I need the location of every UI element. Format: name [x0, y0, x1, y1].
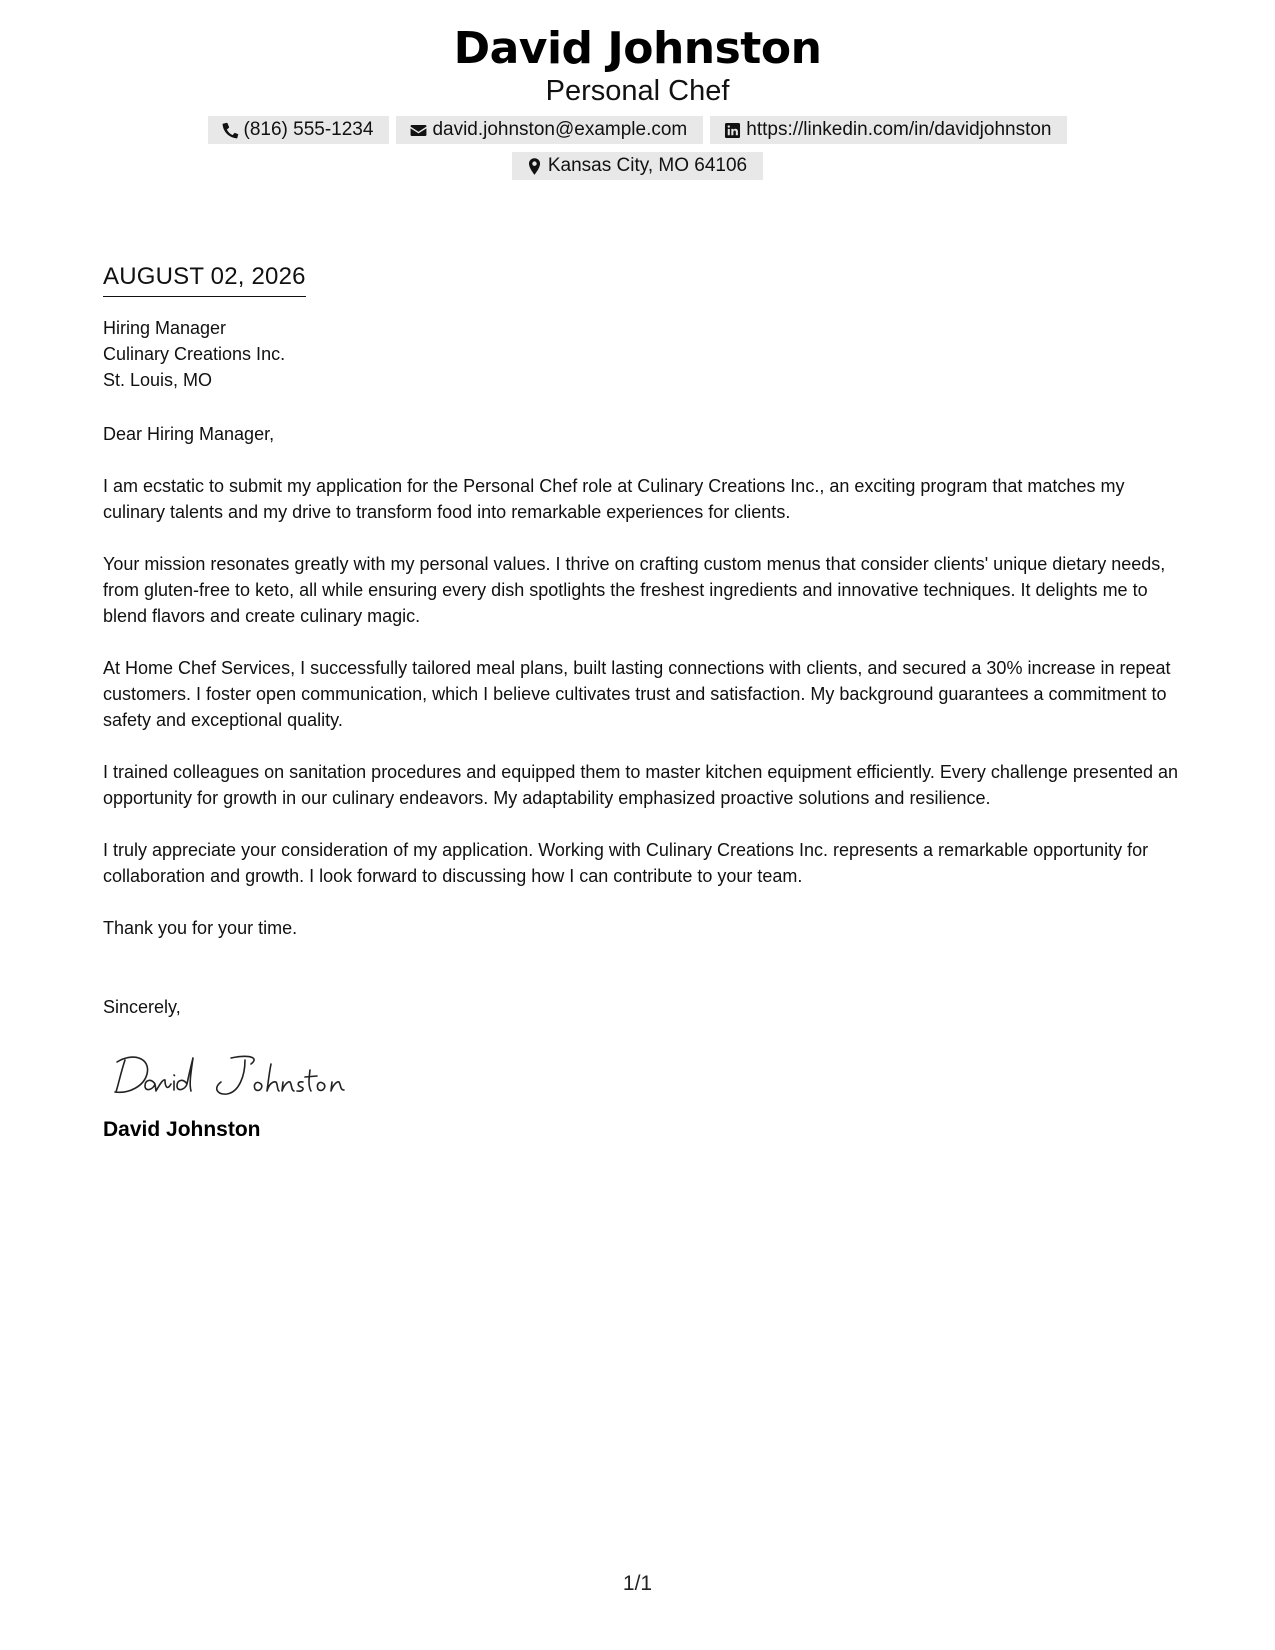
paragraph-4: I trained colleagues on sanitation procedures and equipped them to master kitchen equipment efficiently. Every challenge presented an opportunity for growth in our culinary endeavors. My adaptability emphasized proactive solutions and resilience.: [103, 762, 1179, 808]
paragraph-3: At Home Chef Services, I successfully tailored meal plans, built lasting connections with clients, and secured a 30% increase in repeat customers. I foster open communication, which I believe cultivates trust and satisfaction. My background guarantees a commitment to safety and exceptional quality.: [103, 658, 1171, 730]
contact-phone-text: (816) 555-1234: [243, 119, 374, 140]
contact-linkedin: [710, 116, 1067, 144]
paragraph-2: Your mission resonates greatly with my personal values. I thrive on crafting custom menus that consider clients' unique dietary needs, from gluten-free to keto, all while ensuring every dish spotlights the freshest ingredients and innovative techniques. It delights me to blend flavors and create culinary magic.: [103, 554, 1166, 626]
applicant-name: David Johnston: [453, 23, 822, 74]
letter-header: [0, 22, 1275, 180]
recipient-location: St. Louis, MO: [103, 370, 213, 390]
paragraph-5: I truly appreciate your consideration of my application. Working with Culinary Creations Inc. represents a remarkable opportunity for collaboration and growth. I look forward to discussing how I can contribute to your team.: [103, 840, 1149, 886]
handwritten-signature: [111, 1044, 1178, 1106]
signature-image: [111, 1044, 371, 1106]
recipient-block: [103, 315, 1178, 393]
contact-email-text: david.johnston@example.com: [432, 119, 688, 140]
letter-body: [103, 262, 1178, 1144]
contact-phone: [208, 116, 390, 144]
paragraph-1: I am ecstatic to submit my application for the Personal Chef role at Culinary Creations Inc., an exciting program that matches my culinary talents and my drive to transform food into remarkable experiences for clients.: [103, 476, 1125, 522]
contact-location: [512, 152, 763, 180]
linkedin-icon: [723, 121, 742, 140]
letter-date: AUGUST 02, 2026: [103, 262, 306, 297]
recipient-company: Culinary Creations Inc.: [103, 344, 286, 364]
contact-list: [188, 116, 1088, 180]
signed-name: David Johnston: [103, 1118, 261, 1141]
thanks-line: Thank you for your time.: [103, 918, 298, 938]
applicant-role: Personal Chef: [545, 75, 730, 107]
contact-linkedin-text: https://linkedin.com/in/davidjohnston: [746, 119, 1052, 140]
contact-location-text: Kansas City, MO 64106: [547, 155, 748, 176]
contact-email: [396, 116, 703, 144]
phone-icon: [221, 121, 240, 140]
salutation: Dear Hiring Manager,: [103, 424, 275, 444]
recipient-title: Hiring Manager: [103, 318, 227, 338]
map-marker-icon: [525, 157, 544, 176]
closing-line: Sincerely,: [103, 997, 181, 1017]
envelope-icon: [409, 121, 428, 140]
page-number: 1/1: [622, 1572, 653, 1595]
